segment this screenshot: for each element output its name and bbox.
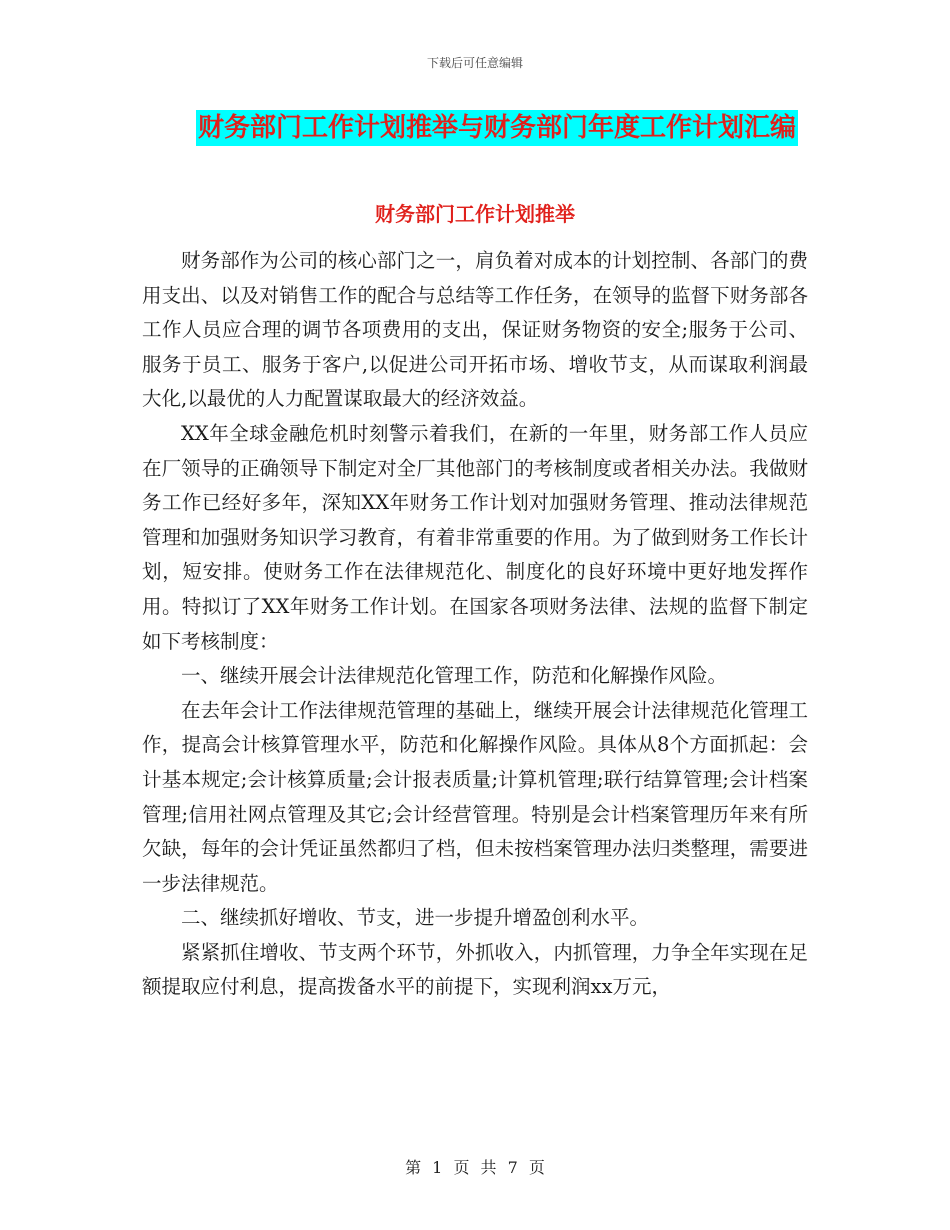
paragraph: XX年全球金融危机时刻警示着我们，在新的一年里，财务部工作人员应在厂领导的正确领导下制定对全厂其他部门的考核制度或者相关办法。我做财务工作已经好多年，深知XX年财务工作计划对加强财务管理、推动法律规范管理和加强财务知识学习教育，有着非常重要的作用。为了做到财务工作长计划，短安排。使财务工作在法律规范化、制度化的良好环境中更好地发挥作用。特拟订了XX年财务工作计划。在国家各项财务法律、法规的监督下制定如下考核制度： xyxy=(142,421,808,653)
document-title-container xyxy=(0,110,950,146)
page-header-note: 下载后可任意编辑 xyxy=(426,56,523,70)
document-body xyxy=(142,244,808,1005)
paragraph: 紧紧抓住增收、节支两个环节，外抓收入，内抓管理，力争全年实现在足额提取应付利息，提高拨备水平的前提下，实现利润xx万元， xyxy=(142,940,808,999)
paragraph: 一、继续开展会计法律规范化管理工作，防范和化解操作风险。 xyxy=(181,664,728,688)
paragraph: 二、继续抓好增收、节支，进一步提升增盈创利水平。 xyxy=(181,906,650,930)
section-title: 财务部门工作计划推举 xyxy=(375,202,575,226)
document-title: 财务部门工作计划推举与财务部门年度工作计划汇编 xyxy=(196,110,798,146)
paragraph: 财务部作为公司的核心部门之一，肩负着对成本的计划控制、各部门的费用支出、以及对销售工作的配合与总结等工作任务，在领导的监督下财务部各工作人员应合理的调节各项费用的支出，保证财务物资的安全;服务于公司、服务于员工、服务于客户,以促进公司开拓市场、增收节支，从而谋取利润最大化,以最优的人力配置谋取最大的经济效益。 xyxy=(142,249,808,411)
paragraph: 在去年会计工作法律规范管理的基础上，继续开展会计法律规范化管理工作，提高会计核算管理水平，防范和化解操作风险。具体从8个方面抓起：会计基本规定;会计核算质量;会计报表质量;计算机管理;联行结算管理;会计档案管理;信用社网点管理及其它;会计经营管理。特别是会计档案管理历年来有所欠缺，每年的会计凭证虽然都归了档，但未按档案管理办法归类整理，需要进一步法律规范。 xyxy=(142,698,808,895)
page-number-footer: 第 1 页 共 7 页 xyxy=(405,1158,545,1177)
